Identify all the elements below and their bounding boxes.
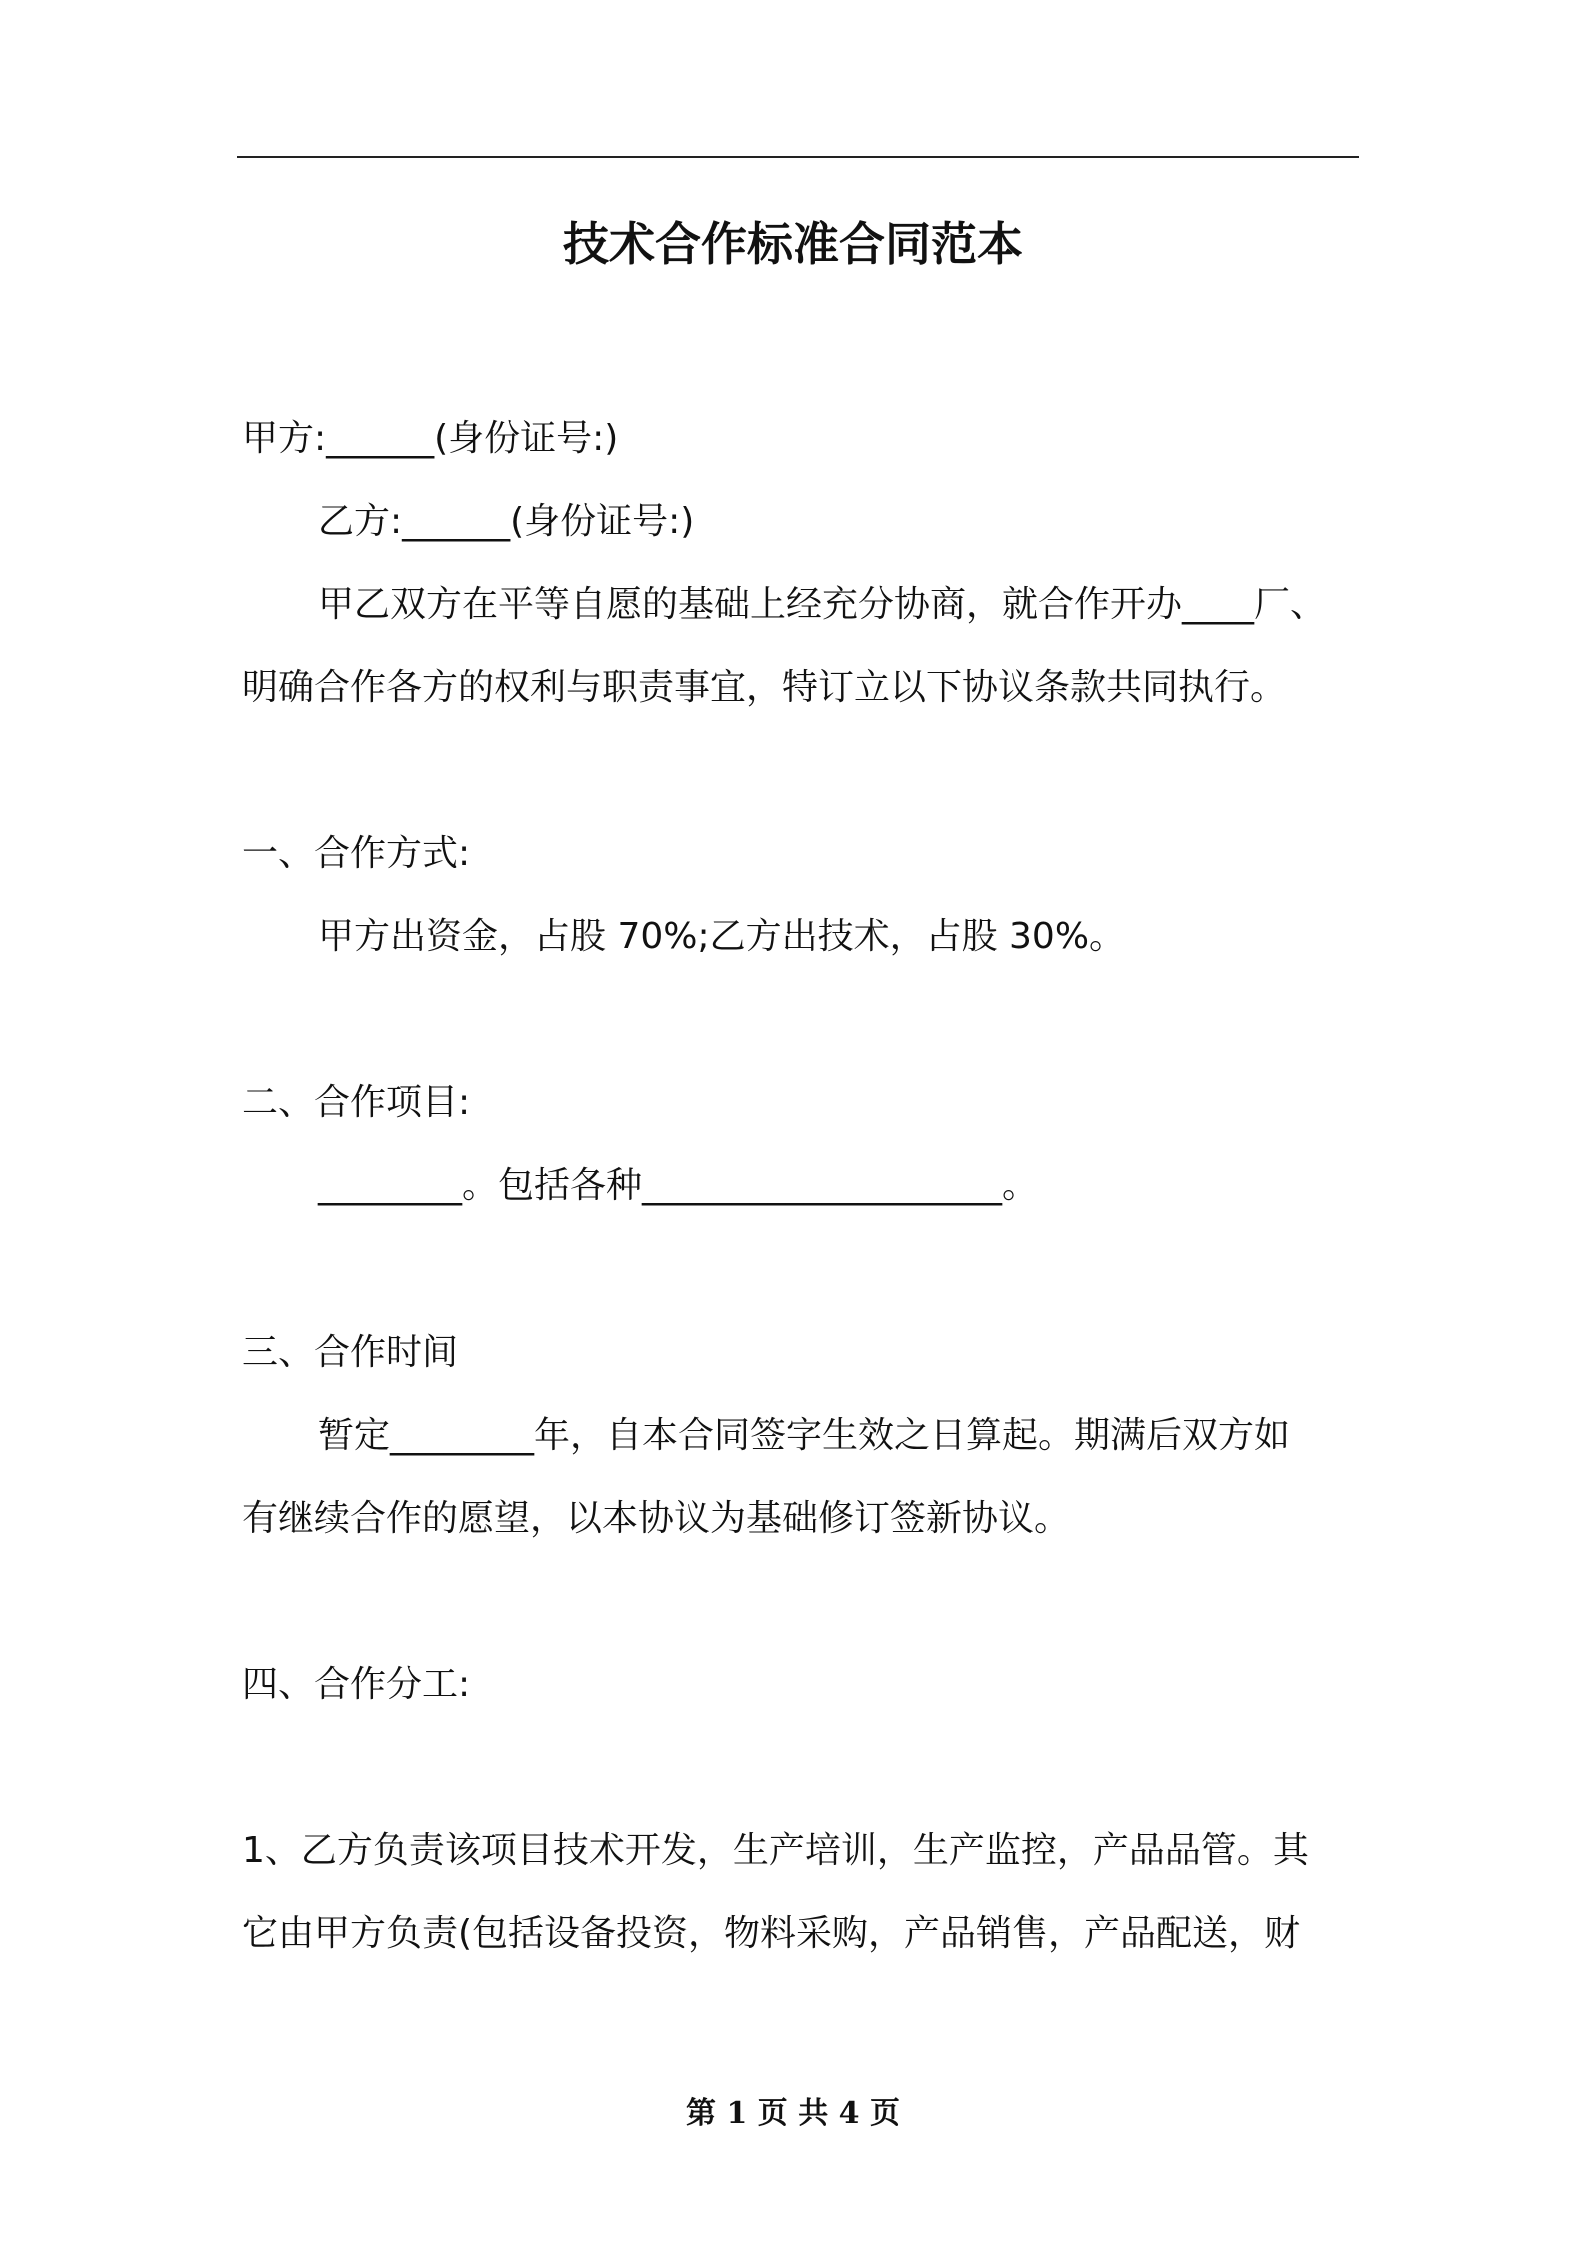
party-a-line: 甲方:______(身份证号:) [242, 418, 619, 459]
section-2-heading: 二、合作项目: [242, 1082, 471, 1123]
intro-paragraph-line-1: 甲乙双方在平等自愿的基础上经充分协商，就合作开办____厂、 [318, 584, 1327, 625]
party-b-line: 乙方:______(身份证号:) [318, 501, 695, 542]
section-3-body-line-1: 暂定________年，自本合同签字生效之日算起。期满后双方如 [318, 1415, 1291, 1456]
item-1-line-1: 1、乙方负责该项目技术开发，生产培训，生产监控，产品品管。其 [242, 1830, 1309, 1871]
document-title: 技术合作标准合同范本 [563, 217, 1023, 271]
section-4-heading: 四、合作分工: [242, 1664, 471, 1705]
intro-paragraph-line-2: 明确合作各方的权利与职责事宜，特订立以下协议条款共同执行。 [242, 667, 1287, 708]
header-divider [237, 156, 1359, 158]
section-2-body: ________。包括各种____________________。 [318, 1165, 1039, 1206]
section-1-body: 甲方出资金，占股 70%;乙方出技术，占股 30%。 [318, 916, 1126, 957]
section-3-heading: 三、合作时间 [242, 1332, 459, 1373]
item-1-line-2: 它由甲方负责(包括设备投资，物料采购，产品销售，产品配送，财 [242, 1913, 1301, 1954]
section-1-heading: 一、合作方式: [242, 833, 471, 874]
section-3-body-line-2: 有继续合作的愿望，以本协议为基础修订签新协议。 [242, 1498, 1071, 1539]
page-number-footer: 第 1 页 共 4 页 [686, 2096, 900, 2131]
